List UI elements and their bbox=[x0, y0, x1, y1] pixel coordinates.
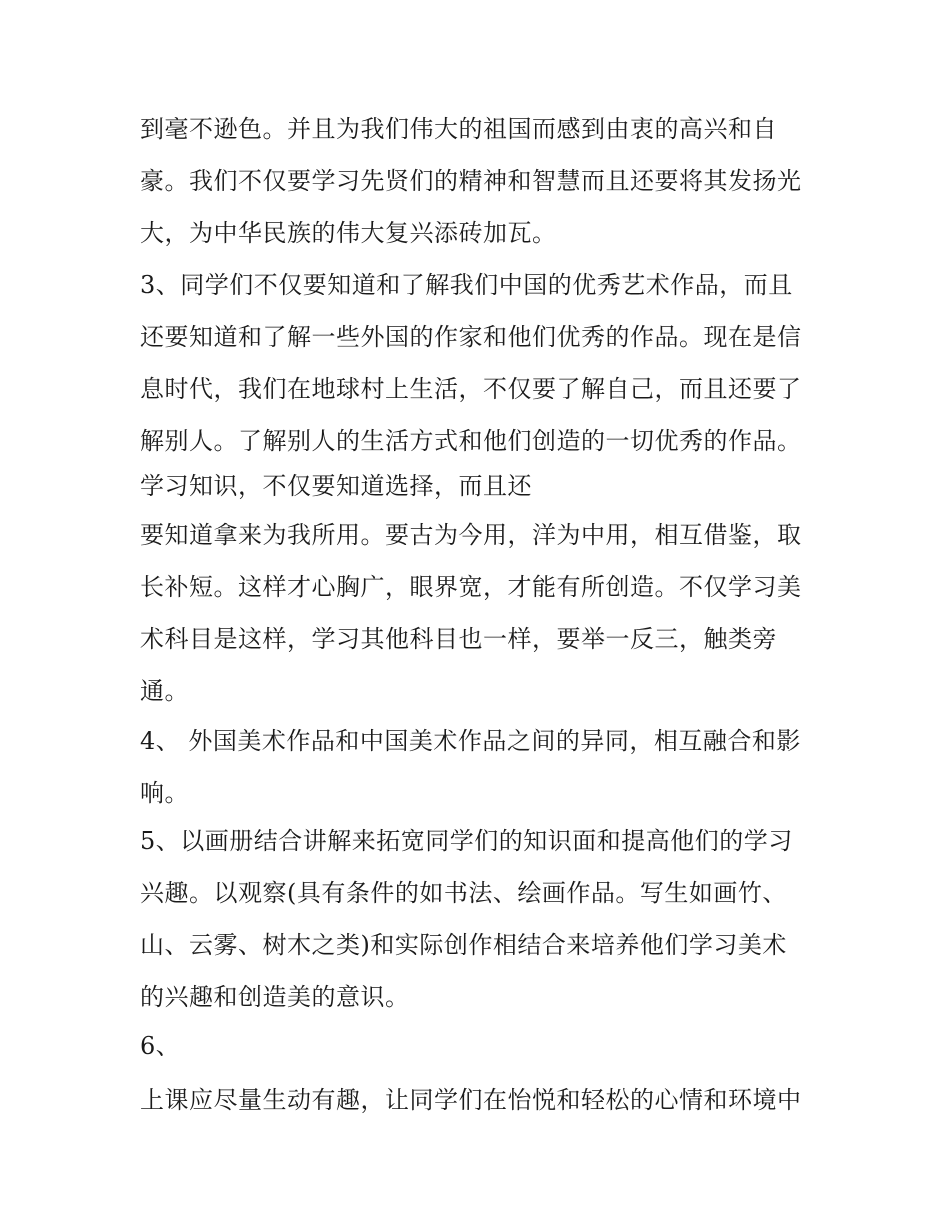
text-line: 6、 bbox=[140, 1032, 181, 1060]
text-line: 的兴趣和创造美的意识。 bbox=[140, 983, 410, 1011]
text-line: 通。 bbox=[140, 677, 189, 705]
text-line: 长补短。这样才心胸广，眼界宽，才能有所创造。不仅学习美 bbox=[140, 573, 802, 601]
text-line: 兴趣。以观察(具有条件的如书法、绘画作品。写生如画竹、 bbox=[140, 879, 787, 907]
text-line: 大，为中华民族的伟大复兴添砖加瓦。 bbox=[140, 219, 557, 247]
text-line: 响。 bbox=[140, 779, 189, 807]
text-line: 上课应尽量生动有趣，让同学们在怡悦和轻松的心情和环境中 bbox=[140, 1086, 802, 1114]
text-line: 到毫不逊色。并且为我们伟大的祖国而感到由衷的高兴和自 bbox=[140, 115, 777, 143]
text-line: 术科目是这样，学习其他科目也一样，要举一反三，触类旁 bbox=[140, 625, 777, 653]
text-line: 解别人。了解别人的生活方式和他们创造的一切优秀的作品。 bbox=[140, 427, 802, 455]
text-line: 山、云雾、树木之类)和实际创作相结合来培养他们学习美术 bbox=[140, 931, 787, 959]
text-line: 5、以画册结合讲解来拓宽同学们的知识面和提高他们的学习 bbox=[140, 827, 793, 855]
text-line: 4、 外国美术作品和中国美术作品之间的异同，相互融合和影 bbox=[140, 727, 801, 755]
text-line: 息时代，我们在地球村上生活，不仅要了解自己，而且还要了 bbox=[140, 375, 802, 403]
text-line: 还要知道和了解一些外国的作家和他们优秀的作品。现在是信 bbox=[140, 323, 802, 351]
text-line: 豪。我们不仅要学习先贤们的精神和智慧而且还要将其发扬光 bbox=[140, 167, 802, 195]
text-line: 要知道拿来为我所用。要古为今用，洋为中用，相互借鉴，取 bbox=[140, 521, 802, 549]
text-line: 学习知识，不仅要知道选择，而且还 bbox=[140, 472, 532, 500]
text-line: 3、同学们不仅要知道和了解我们中国的优秀艺术作品，而且 bbox=[140, 271, 793, 299]
